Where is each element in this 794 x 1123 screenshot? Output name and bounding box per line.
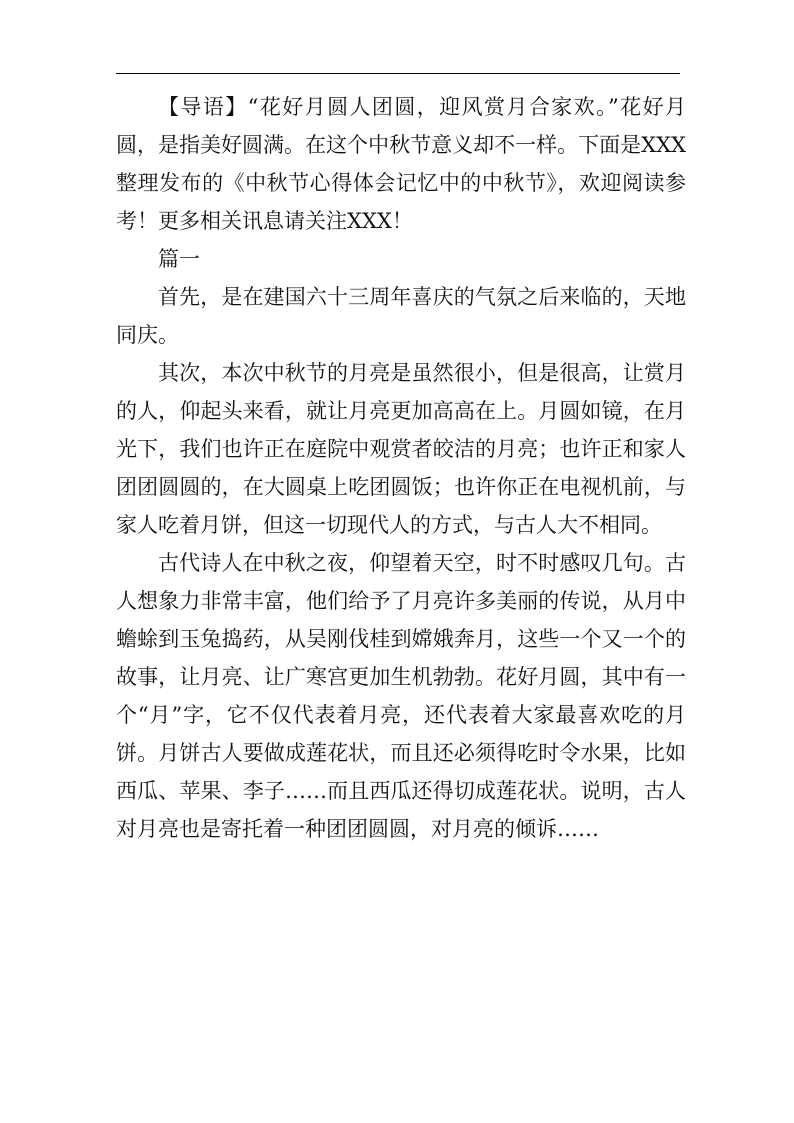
body-paragraph: 其次，本次中秋节的月亮是虽然很小，但是很高，让赏月的人，仰起头来看，就让月亮更加高高在上。月圆如镜，在月光下，我们也许正在庭院中观赏者皎洁的月亮；也许正和家人团团圆圆的，在大圆桌上吃团圆饭；也许你正在电视机前，与家人吃着月饼，但这一切现代人的方式，与古人大不相同。 (116, 361, 686, 537)
body-paragraph: 古代诗人在中秋之夜，仰望着天空，时不时感叹几句。古人想象力非常丰富，他们给予了月亮许多美丽的传说，从月中蟾蜍到玉兔捣药，从吴刚伐桂到嫦娥奔月，这些一个又一个的故事，让月亮、让广寒宫更加生机勃勃。花好月圆，其中有一个“月”字，它不仅代表着月亮，还代表着大家最喜欢吃的月饼。月饼古人要做成莲花状，而且还必须得吃时令水果，比如西瓜、苹果、李子……而且西瓜还得切成莲花状。说明，古人对月亮也是寄托着一种团团圆圆，对月亮的倾诉…… (116, 551, 686, 841)
section-heading: 篇一 (158, 247, 200, 271)
document-body (116, 88, 686, 848)
header-rule (116, 73, 680, 74)
body-paragraph: 首先，是在建国六十三周年喜庆的气氛之后来临的，天地同庆。 (116, 285, 686, 347)
intro-paragraph: 【导语】“花好月圆人团圆，迎风赏月合家欢。”花好月圆，是指美好圆满。在这个中秋节意义却不一样。下面是XXX整理发布的《中秋节心得体会记忆中的中秋节》，欢迎阅读参考！更多相关讯息请关注XXX！ (116, 95, 686, 233)
